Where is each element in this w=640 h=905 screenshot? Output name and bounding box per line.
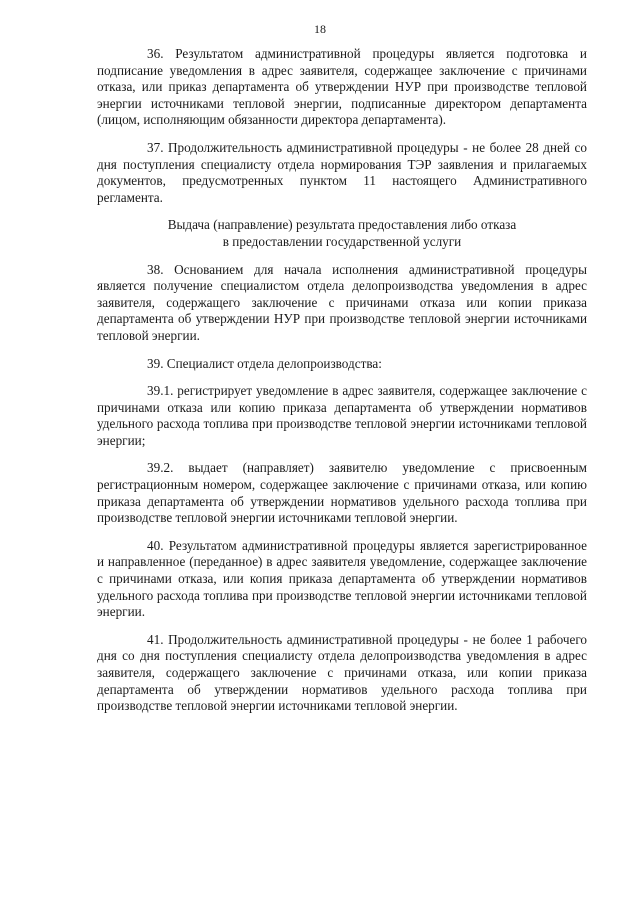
paragraph-41: 41. Продолжительность административной процедуры - не более 1 рабочего дня со дня поступления специалисту отдела делопроизводства уведомления в адрес заявителя, содержащего заключение с причинами отказа, или копии приказа департамента об утверждении нормативов удельного расхода топлива при производстве тепловой энергии источниками тепловой энергии. [97,631,587,714]
document-body [97,46,587,726]
paragraph-40: 40. Результатом административной процедуры является зарегистрированное и направленное (переданное) в адрес заявителя уведомление, содержащее заключение с причинами отказа, или копия приказа департамента об утверждении нормативов удельного расхода топлива при производстве тепловой энергии источниками тепловой энергии. [97,537,587,620]
section-heading-line-2: в предоставлении государственной услуги [222,233,462,249]
paragraph-39-1: 39.1. регистрирует уведомление в адрес заявителя, содержащее заключение с причинами отказа или копию приказа департамента об утверждении нормативов удельного расхода топлива при производстве тепловой энергии источниками тепловой энергии; [97,383,587,448]
paragraph-39-2: 39.2. выдает (направляет) заявителю уведомление с присвоенным регистрационным номером, содержащее заключение с причинами отказа, или копию приказа департамента об утверждении нормативов удельного расхода топлива при производстве тепловой энергии источниками тепловой энергии. [97,460,587,526]
section-heading-line-1: Выдача (направление) результата предоставления либо отказа [167,217,517,233]
page-number: 18 [314,22,326,36]
paragraph-38: 38. Основанием для начала исполнения административной процедуры является получение специалистом отдела делопроизводства уведомления в адрес заявителя, содержащего заключение с причинами отказа или копии приказа департамента об утверждении НУР при производстве тепловой энергии источниками тепловой энергии. [97,261,587,343]
paragraph-37: 37. Продолжительность административной процедуры - не более 28 дней со дня поступления специалисту отдела нормирования ТЭР заявления и прилагаемых документов, предусмотренных пунктом 11 настоящего Административного регламента. [97,139,587,205]
paragraph-36: 36. Результатом административной процедуры является подготовка и подписание уведомления в адрес заявителя, содержащее заключение с причинами отказа, или приказ департамента об утверждении НУР при производстве тепловой энергии источниками тепловой энергии, подписанные директором департамента (лицом, исполняющим обязанности директора департамента). [97,46,587,128]
paragraph-39: 39. Специалист отдела делопроизводства: [147,355,382,371]
section-heading [97,217,587,250]
